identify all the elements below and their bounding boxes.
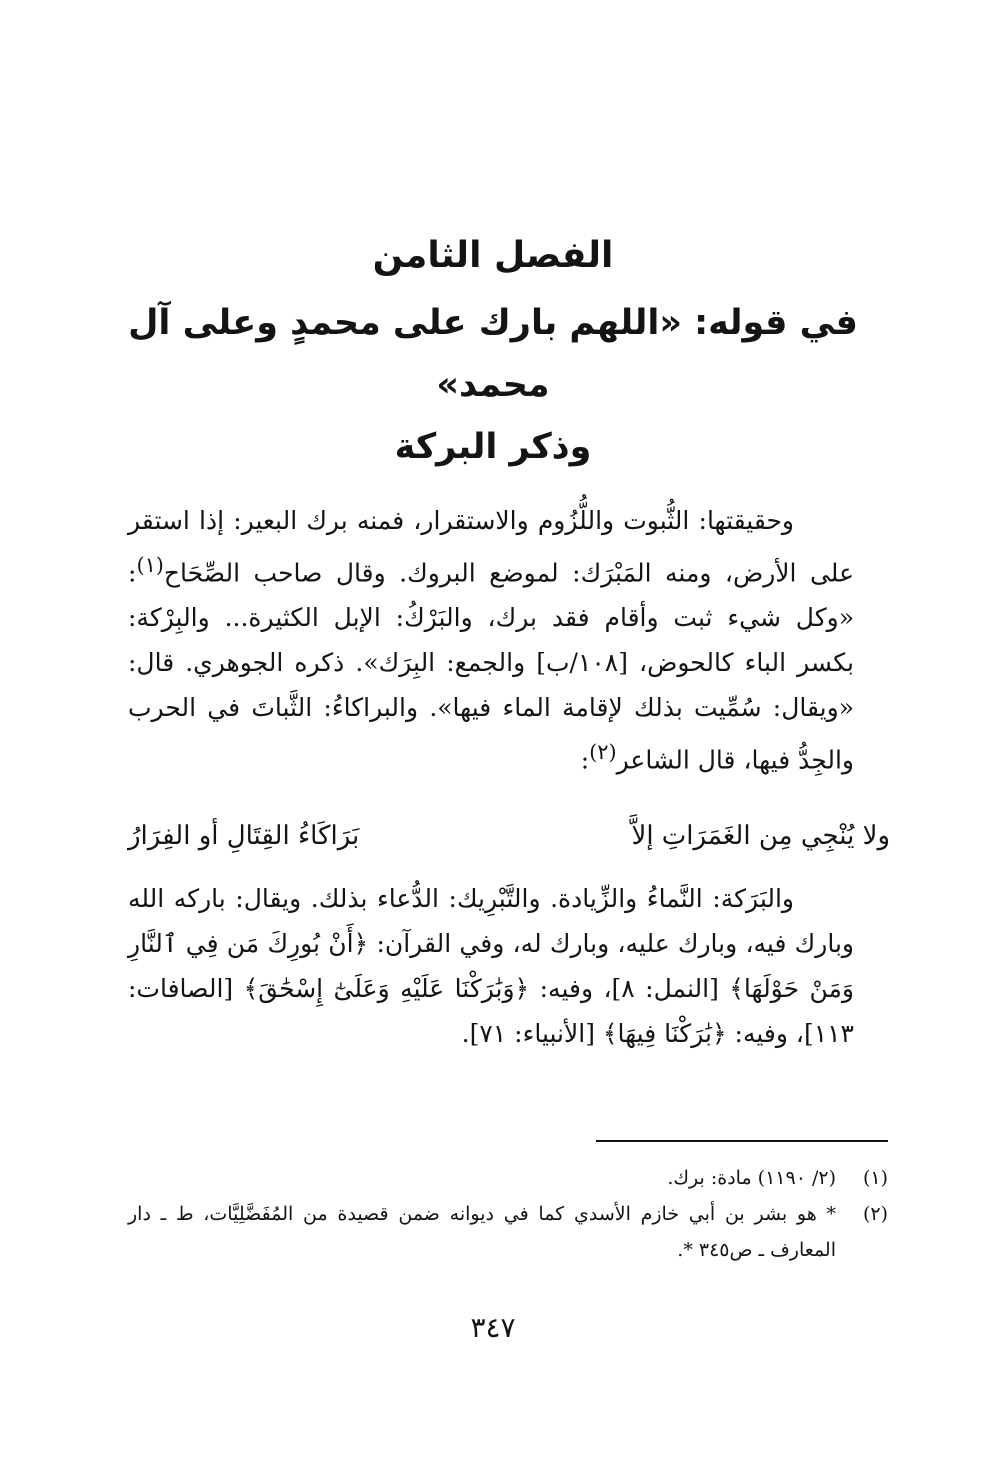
chapter-title: الفصل الثامن <box>372 235 614 276</box>
verse-second-hemistich: بَرَاكَاءُ القِتَالِ أو الفِرَارُ <box>128 821 360 851</box>
page-number: ٣٤٧ <box>470 1311 516 1344</box>
body-paragraph-2 <box>128 876 854 1056</box>
footnote-1 <box>128 1160 888 1196</box>
verse-first-hemistich: ولا يُنْجِي مِن الغَمَرَاتِ إلاَّ <box>631 821 890 851</box>
chapter-subtitle-line-1: في قوله: «اللهم بارك على محمدٍ وعلى آل محمد» <box>128 303 858 405</box>
chapter-subtitle <box>120 292 866 478</box>
footnote-divider <box>596 1140 888 1142</box>
footnote-2 <box>128 1196 888 1268</box>
paragraph-1 <box>128 498 854 783</box>
paragraph-1-end: : <box>580 745 590 775</box>
footnote-text: (٢/ ١١٩٠) مادة: برك. <box>667 1167 836 1189</box>
paragraph-2: والبَرَكة: النَّماءُ والزِّيادة. والتَّبْرِيك: الدُّعاء بذلك. ويقال: باركه الله وبارك فيه، وبارك عليه، وبارك له، وفي القرآن: ﴿أَنْ بُورِكَ مَن فِي ٱلنَّارِ وَمَنْ حَوْلَهَا﴾ [النمل: ٨]، وفيه: ﴿وَبَٰرَكْنَا عَلَيْهِ وَعَلَىٰٓ إِسْحَٰقَ﴾ [الصافات: ١١٣]، وفيه: ﴿بَٰرَكْنَا فِيهَا﴾ [الأنبياء: ٧١]. <box>128 884 854 1048</box>
footnote-number: (١) <box>862 1167 888 1189</box>
footnote-ref-2: (٢) <box>589 740 617 765</box>
footnote-number: (٢) <box>862 1203 888 1225</box>
paragraph-1-cont: : «وكل شيء ثبت وأقام فقد برك، والبَرْكُ: الإبل الكثيرة... والبِرْكة: بكسر الباء كالحوض، [١٠٨/ب] والجمع: البِرَك». ذكره الجوهري. قال: «ويقال: سُمِّيت بذلك لإقامة الماء فيها». والبراكاءُ: الثَّباتَ في الحرب والجِدُّ فيها، قال الشاعر <box>128 558 855 775</box>
footnote-ref-1: (١) <box>136 553 164 577</box>
paragraph-1-start: وحقيقتها: الثُّبوت واللُّزُوم والاستقرار، فمنه برك البعير: إذا استقر على الأرض، ومنه المَبْرَك: لموضع البروك. وقال صاحب الصِّحَاح <box>128 506 854 588</box>
poetry-verse <box>128 812 890 860</box>
chapter-subtitle-line-2: وذكر البركة <box>394 427 592 467</box>
body-paragraph-1 <box>128 498 854 783</box>
footnotes <box>128 1160 888 1268</box>
footnote-text: * هو بشر بن أبي خازم الأسدي كما في ديوانه ضمن قصيدة من المُفَضَّلِيَّات، ط ـ دار المعارف ـ ص٣٤٥ *. <box>128 1203 836 1261</box>
